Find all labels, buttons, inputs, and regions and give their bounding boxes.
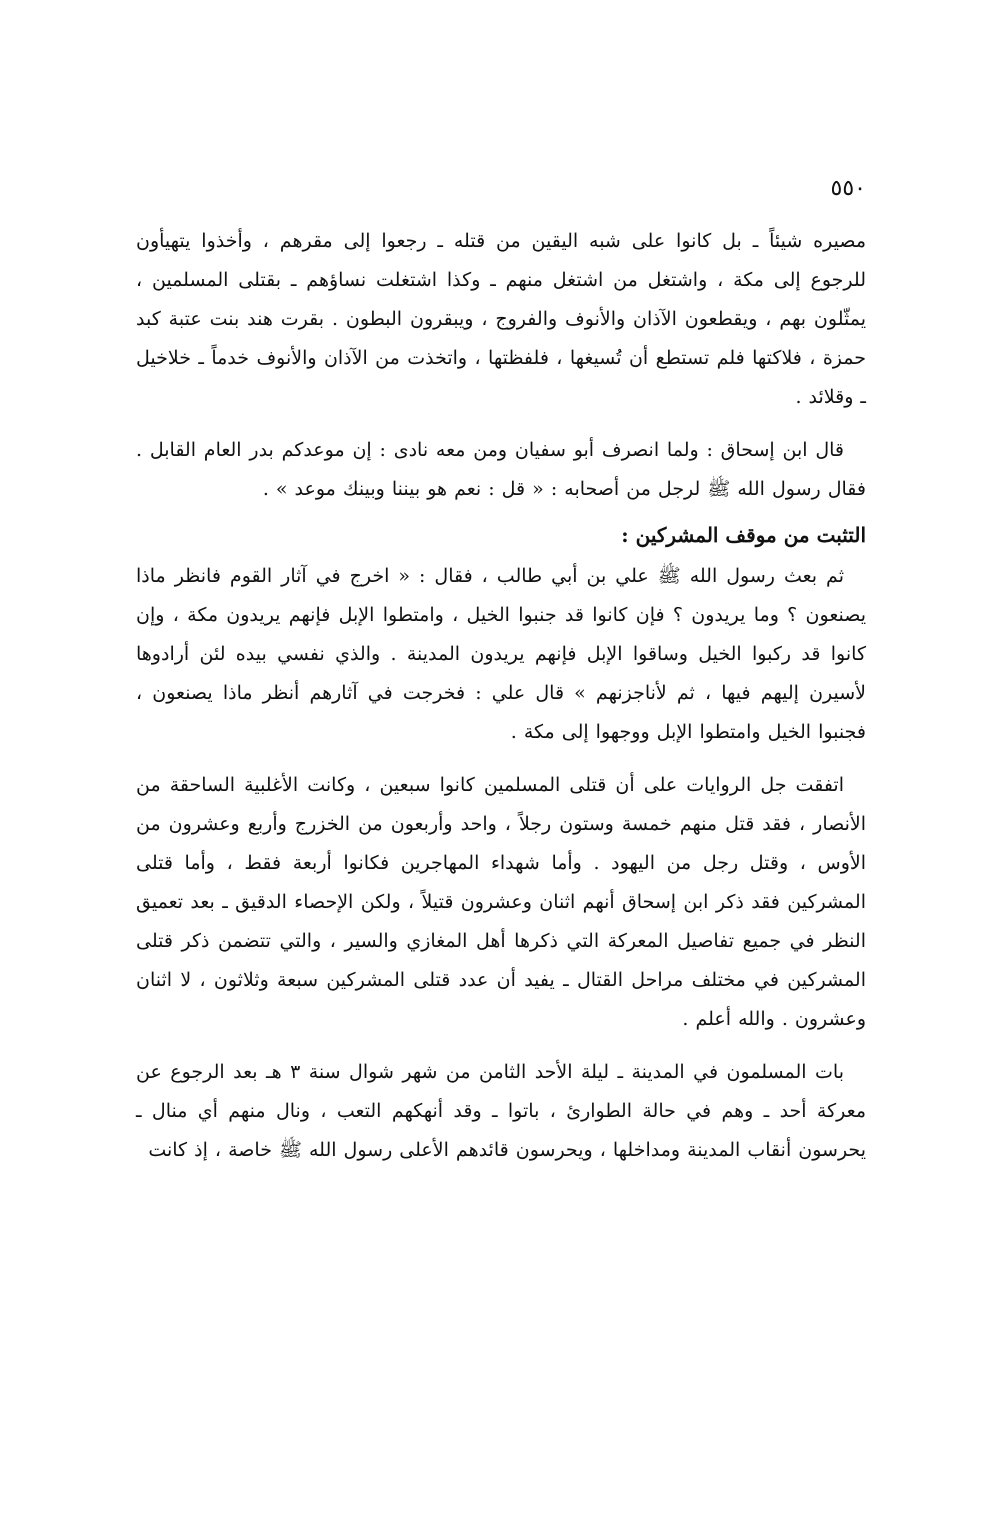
- paragraph-4: [136, 766, 866, 1039]
- paragraph-5: [136, 1053, 866, 1170]
- paragraph-5-text: بات المسلمون في المدينة ـ ليلة الأحد الثامن من شهر شوال سنة ٣ هـ بعد الرجوع عن معركة أحد ـ وهم في حالة الطوارئ ، باتوا ـ وقد أنهكهم التعب ، ونال منهم أي منال ـ يحرسون أنقاب المدينة ومداخلها ، ويحرسون قائدهم الأعلى رسول الله ﷺ خاصة ، إذ كانت: [136, 1061, 866, 1161]
- section-heading: التثبت من موقف المشركين :: [621, 523, 866, 547]
- page-number: ٥٥٠: [830, 176, 866, 201]
- paragraph-4-text: اتفقت جل الروايات على أن قتلى المسلمين كانوا سبعين ، وكانت الأغلبية الساحقة من الأنصار ، فقد قتل منهم خمسة وستون رجلاً ، واحد وأربعون من الخزرج وأربع وعشرون من الأوس ، وقتل رجل من اليهود . وأما شهداء المهاجرين فكانوا أربعة فقط ، وأما قتلى المشركين فقد ذكر ابن إسحاق أنهم اثنان وعشرون قتيلاً ، ولكن الإحصاء الدقيق ـ بعد تعميق النظر في جميع تفاصيل المعركة التي ذكرها أهل المغازي والسير ، والتي تتضمن ذكر قتلى المشركين في مختلف مراحل القتال ـ يفيد أن عدد قتلى المشركين سبعة وثلاثون ، لا اثنان وعشرون . والله أعلم .: [136, 774, 866, 1030]
- paragraph-1: [136, 222, 866, 417]
- paragraph-3: [136, 557, 866, 752]
- paragraph-2-text: قال ابن إسحاق : ولما انصرف أبو سفيان ومن معه نادى : إن موعدكم بدر العام القابل . فقال رسول الله ﷺ لرجل من أصحابه : « قل : نعم هو بيننا وبينك موعد » .: [136, 439, 866, 500]
- paragraph-2: [136, 431, 866, 509]
- paragraph-3-text: ثم بعث رسول الله ﷺ علي بن أبي طالب ، فقال : « اخرج في آثار القوم فانظر ماذا يصنعون ؟ وما يريدون ؟ فإن كانوا قد جنبوا الخيل ، وامتطوا الإبل فإنهم يريدون مكة ، وإن كانوا قد ركبوا الخيل وساقوا الإبل فإنهم يريدون المدينة . والذي نفسي بيده لئن أرادوها لأسيرن إليهم فيها ، ثم لأناجزنهم » قال علي : فخرجت في آثارهم أنظر ماذا يصنعون ، فجنبوا الخيل وامتطوا الإبل ووجهوا إلى مكة .: [136, 565, 866, 743]
- body-text: [136, 222, 866, 1184]
- paragraph-1-text: مصيره شيئاً ـ بل كانوا على شبه اليقين من قتله ـ رجعوا إلى مقرهم ، وأخذوا يتهيأون للرجوع إلى مكة ، واشتغل من اشتغل منهم ـ وكذا اشتغلت نساؤهم ـ بقتلى المسلمين ، يمثّلون بهم ، ويقطعون الآذان والأنوف والفروج ، ويبقرون البطون . بقرت هند بنت عتبة كبد حمزة ، فلاكتها فلم تستطع أن تُسيغها ، فلفظتها ، واتخذت من الآذان والأنوف خدماً ـ خلاخيل ـ وقلائد .: [136, 230, 866, 408]
